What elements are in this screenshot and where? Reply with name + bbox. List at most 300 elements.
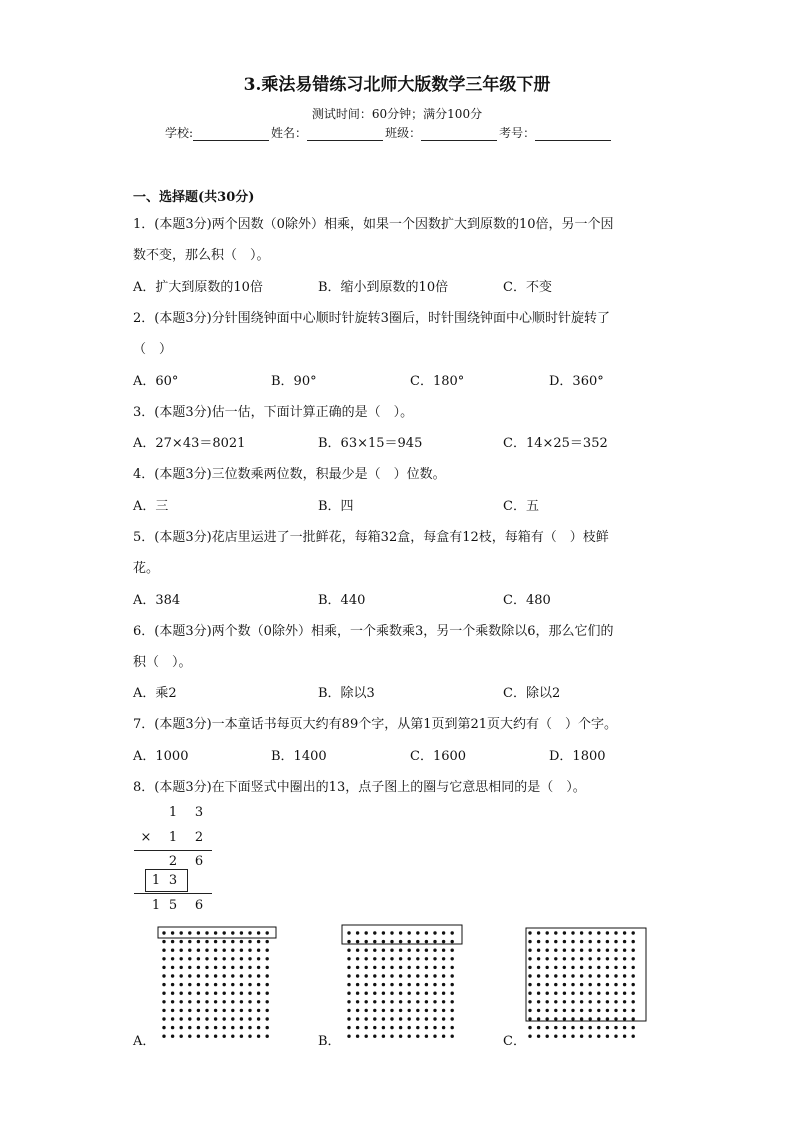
q2-option-c[interactable]: C．180° bbox=[410, 374, 465, 389]
dot bbox=[188, 1009, 191, 1012]
dot bbox=[266, 992, 269, 995]
dot bbox=[433, 1009, 436, 1012]
dot bbox=[597, 992, 600, 995]
dot bbox=[546, 974, 549, 977]
q2-option-d[interactable]: D．360° bbox=[549, 374, 604, 389]
dot bbox=[373, 1017, 376, 1020]
dot bbox=[632, 966, 635, 969]
question-5-line1: 5．(本题3分)花店里运进了一批鲜花，每箱32盒，每盒有12枝，每箱有（ ）枝鲜 bbox=[133, 530, 609, 545]
dot bbox=[433, 1000, 436, 1003]
q5-option-b[interactable]: B．440 bbox=[318, 593, 366, 608]
dot bbox=[425, 931, 428, 934]
dot bbox=[382, 974, 385, 977]
dot bbox=[162, 940, 165, 943]
dot bbox=[416, 974, 419, 977]
school-label: 学校: bbox=[165, 126, 194, 140]
q1-option-a[interactable]: A．扩大到原数的10倍 bbox=[133, 280, 263, 295]
dot bbox=[356, 992, 359, 995]
q7-option-a[interactable]: A．1000 bbox=[133, 749, 189, 764]
dot bbox=[589, 966, 592, 969]
dot bbox=[425, 983, 428, 986]
dot bbox=[373, 983, 376, 986]
dot bbox=[347, 957, 350, 960]
dot bbox=[563, 940, 566, 943]
dot bbox=[589, 983, 592, 986]
dot bbox=[546, 992, 549, 995]
dot bbox=[266, 1000, 269, 1003]
dot bbox=[373, 1000, 376, 1003]
dot bbox=[223, 992, 226, 995]
dot bbox=[240, 983, 243, 986]
dot bbox=[614, 992, 617, 995]
dot bbox=[162, 931, 165, 934]
dot bbox=[632, 957, 635, 960]
dot bbox=[546, 1009, 549, 1012]
dot bbox=[623, 1035, 626, 1038]
dot bbox=[408, 1035, 411, 1038]
dot bbox=[563, 949, 566, 952]
dot bbox=[528, 1009, 531, 1012]
dot bbox=[425, 1017, 428, 1020]
dot bbox=[180, 931, 183, 934]
dot bbox=[632, 940, 635, 943]
dot bbox=[597, 931, 600, 934]
dot bbox=[180, 974, 183, 977]
dot bbox=[197, 1009, 200, 1012]
dot bbox=[382, 1009, 385, 1012]
dot bbox=[537, 940, 540, 943]
dot bbox=[347, 940, 350, 943]
dot bbox=[451, 949, 454, 952]
dot bbox=[614, 957, 617, 960]
dot bbox=[240, 957, 243, 960]
dot bbox=[180, 966, 183, 969]
dot bbox=[231, 966, 234, 969]
dot bbox=[382, 940, 385, 943]
dot bbox=[537, 1035, 540, 1038]
q4-option-c[interactable]: C．五 bbox=[503, 499, 539, 514]
dot bbox=[546, 931, 549, 934]
dot bbox=[425, 1026, 428, 1029]
dot bbox=[171, 940, 174, 943]
dot bbox=[257, 974, 260, 977]
dot bbox=[188, 949, 191, 952]
dot bbox=[382, 1035, 385, 1038]
highlight-circle bbox=[526, 928, 646, 1021]
dot bbox=[382, 1017, 385, 1020]
dot bbox=[416, 1017, 419, 1020]
dot bbox=[223, 966, 226, 969]
dot bbox=[188, 931, 191, 934]
dot bbox=[214, 983, 217, 986]
dot bbox=[231, 992, 234, 995]
dot bbox=[589, 949, 592, 952]
dot bbox=[205, 940, 208, 943]
dot bbox=[451, 1009, 454, 1012]
dot bbox=[451, 966, 454, 969]
dot bbox=[425, 974, 428, 977]
dot bbox=[451, 1017, 454, 1020]
dot bbox=[205, 983, 208, 986]
dot bbox=[214, 974, 217, 977]
dot bbox=[528, 966, 531, 969]
dot bbox=[347, 1035, 350, 1038]
dot bbox=[554, 931, 557, 934]
dot bbox=[205, 1000, 208, 1003]
dot bbox=[162, 1017, 165, 1020]
dot bbox=[390, 983, 393, 986]
dot bbox=[442, 1017, 445, 1020]
dot bbox=[257, 966, 260, 969]
dot bbox=[382, 992, 385, 995]
dot bbox=[231, 1017, 234, 1020]
dot bbox=[433, 949, 436, 952]
dot bbox=[425, 1009, 428, 1012]
dot bbox=[240, 1017, 243, 1020]
dot bbox=[632, 1026, 635, 1029]
q6-option-a[interactable]: A．乘2 bbox=[133, 686, 177, 701]
dot bbox=[589, 931, 592, 934]
digit: 2 bbox=[194, 830, 204, 845]
school-blank[interactable] bbox=[193, 128, 269, 141]
dot bbox=[382, 966, 385, 969]
dot bbox=[205, 931, 208, 934]
dot bbox=[537, 931, 540, 934]
dot bbox=[188, 974, 191, 977]
q7-option-b[interactable]: B．1400 bbox=[271, 749, 327, 764]
dot bbox=[614, 983, 617, 986]
name-blank[interactable] bbox=[307, 128, 383, 141]
dot bbox=[347, 966, 350, 969]
digit: 3 bbox=[168, 873, 178, 888]
dot bbox=[528, 1017, 531, 1020]
dot bbox=[554, 949, 557, 952]
dot bbox=[214, 957, 217, 960]
q7-option-d[interactable]: D．1800 bbox=[549, 749, 606, 764]
question-6-line2: 积（ ）。 bbox=[133, 655, 192, 670]
dot bbox=[632, 949, 635, 952]
dot bbox=[390, 931, 393, 934]
dot bbox=[365, 1017, 368, 1020]
dot bbox=[416, 966, 419, 969]
dot bbox=[171, 1000, 174, 1003]
dot bbox=[425, 949, 428, 952]
dot bbox=[416, 983, 419, 986]
dot bbox=[614, 1035, 617, 1038]
digit: 1 bbox=[151, 873, 161, 888]
dot bbox=[632, 1009, 635, 1012]
dot bbox=[632, 1035, 635, 1038]
dot bbox=[408, 992, 411, 995]
dot bbox=[623, 1000, 626, 1003]
dot bbox=[442, 940, 445, 943]
dot bbox=[399, 931, 402, 934]
question-3-line1: 3．(本题3分)估一估，下面计算正确的是（ ）。 bbox=[133, 405, 414, 420]
dot bbox=[408, 983, 411, 986]
dot bbox=[433, 940, 436, 943]
dot bbox=[231, 983, 234, 986]
dot bbox=[356, 1000, 359, 1003]
dot bbox=[589, 1009, 592, 1012]
dot bbox=[623, 1009, 626, 1012]
dot bbox=[390, 1017, 393, 1020]
dot bbox=[365, 992, 368, 995]
dot bbox=[373, 966, 376, 969]
dot bbox=[240, 1000, 243, 1003]
digit: 1 bbox=[151, 898, 161, 913]
dot bbox=[188, 992, 191, 995]
question-6-line1: 6．(本题3分)两个数（0除外）相乘，一个乘数乘3，另一个乘数除以6，那么它们的 bbox=[133, 624, 614, 639]
dot bbox=[240, 992, 243, 995]
dot bbox=[632, 974, 635, 977]
dot bbox=[442, 974, 445, 977]
question-2-line2: （ ） bbox=[133, 342, 173, 357]
dot bbox=[408, 974, 411, 977]
dot bbox=[240, 931, 243, 934]
dot bbox=[248, 974, 251, 977]
dot bbox=[589, 974, 592, 977]
dot bbox=[614, 1009, 617, 1012]
dot bbox=[408, 940, 411, 943]
dot bbox=[606, 974, 609, 977]
dot bbox=[606, 1000, 609, 1003]
dot bbox=[425, 992, 428, 995]
dot bbox=[171, 949, 174, 952]
dot bbox=[257, 1035, 260, 1038]
dot bbox=[257, 1000, 260, 1003]
dot bbox=[425, 940, 428, 943]
dot bbox=[257, 949, 260, 952]
dot bbox=[399, 992, 402, 995]
dot bbox=[597, 1026, 600, 1029]
dot bbox=[266, 1009, 269, 1012]
dot bbox=[197, 1017, 200, 1020]
q8-option-b[interactable]: B． bbox=[318, 1034, 341, 1049]
dot bbox=[188, 1017, 191, 1020]
dot bbox=[257, 940, 260, 943]
q4-option-b[interactable]: B．四 bbox=[318, 499, 354, 514]
dot bbox=[197, 931, 200, 934]
dot bbox=[197, 1035, 200, 1038]
dot bbox=[365, 1000, 368, 1003]
name-label: 姓名： bbox=[271, 126, 308, 140]
dot bbox=[416, 1009, 419, 1012]
q6-option-c[interactable]: C．除以2 bbox=[503, 686, 561, 701]
q5-option-c[interactable]: C．480 bbox=[503, 593, 551, 608]
dot bbox=[416, 931, 419, 934]
dot bbox=[248, 940, 251, 943]
q2-option-a[interactable]: A．60° bbox=[133, 374, 179, 389]
dot bbox=[563, 1017, 566, 1020]
q1-option-c[interactable]: C．不变 bbox=[503, 280, 552, 295]
dot bbox=[546, 940, 549, 943]
dot bbox=[433, 931, 436, 934]
question-1-line2: 数不变，那么积（ ）。 bbox=[133, 248, 270, 263]
dot bbox=[554, 1026, 557, 1029]
dot bbox=[537, 1000, 540, 1003]
q3-option-a[interactable]: A．27×43＝8021 bbox=[133, 436, 246, 451]
dot bbox=[390, 992, 393, 995]
q1-option-b[interactable]: B．缩小到原数的10倍 bbox=[318, 280, 449, 295]
dot bbox=[571, 1026, 574, 1029]
dot bbox=[451, 974, 454, 977]
dot bbox=[266, 957, 269, 960]
dot bbox=[451, 983, 454, 986]
dot bbox=[399, 1009, 402, 1012]
digit: 6 bbox=[194, 854, 204, 869]
dot bbox=[205, 1026, 208, 1029]
dot bbox=[231, 1035, 234, 1038]
dot bbox=[223, 1026, 226, 1029]
dot bbox=[537, 1017, 540, 1020]
dot bbox=[188, 983, 191, 986]
dot bbox=[528, 1026, 531, 1029]
dot bbox=[537, 1026, 540, 1029]
dot bbox=[231, 931, 234, 934]
dot bbox=[390, 1035, 393, 1038]
dot bbox=[347, 949, 350, 952]
dot bbox=[606, 957, 609, 960]
dot bbox=[365, 949, 368, 952]
class-blank[interactable] bbox=[421, 128, 497, 141]
digit: 2 bbox=[168, 854, 178, 869]
dot bbox=[580, 1017, 583, 1020]
dot bbox=[425, 1000, 428, 1003]
dot bbox=[390, 1009, 393, 1012]
dot bbox=[433, 957, 436, 960]
dot bbox=[373, 1035, 376, 1038]
dot bbox=[408, 931, 411, 934]
dot bbox=[614, 949, 617, 952]
q4-option-a[interactable]: A．三 bbox=[133, 499, 169, 514]
dot bbox=[214, 940, 217, 943]
dot bbox=[623, 983, 626, 986]
dot bbox=[408, 1026, 411, 1029]
dot bbox=[373, 974, 376, 977]
dot bbox=[180, 1035, 183, 1038]
dot bbox=[162, 974, 165, 977]
q8-option-c[interactable]: C． bbox=[503, 1034, 526, 1049]
dot bbox=[197, 1026, 200, 1029]
dot bbox=[451, 1035, 454, 1038]
dot bbox=[223, 974, 226, 977]
dot bbox=[632, 992, 635, 995]
dot bbox=[356, 949, 359, 952]
dot bbox=[188, 957, 191, 960]
dot bbox=[408, 966, 411, 969]
dot bbox=[240, 1009, 243, 1012]
q2-option-b[interactable]: B．90° bbox=[271, 374, 317, 389]
dot bbox=[606, 931, 609, 934]
number-blank[interactable] bbox=[535, 128, 611, 141]
dot bbox=[399, 983, 402, 986]
dot bbox=[390, 1026, 393, 1029]
dot bbox=[162, 966, 165, 969]
dot bbox=[266, 1017, 269, 1020]
dot bbox=[571, 931, 574, 934]
q3-option-c[interactable]: C．14×25＝352 bbox=[503, 436, 608, 451]
student-info-line bbox=[165, 124, 613, 141]
dot bbox=[589, 1035, 592, 1038]
dot bbox=[188, 1026, 191, 1029]
dot bbox=[571, 983, 574, 986]
dot bbox=[257, 931, 260, 934]
dot bbox=[623, 992, 626, 995]
dot bbox=[546, 957, 549, 960]
dot bbox=[356, 1009, 359, 1012]
dot bbox=[597, 1000, 600, 1003]
dot bbox=[356, 1035, 359, 1038]
dot bbox=[365, 1035, 368, 1038]
dot bbox=[442, 931, 445, 934]
dot bbox=[563, 1026, 566, 1029]
q8-option-a[interactable]: A． bbox=[133, 1034, 156, 1049]
dot bbox=[528, 949, 531, 952]
dot bbox=[382, 949, 385, 952]
digit: 5 bbox=[168, 898, 178, 913]
dot bbox=[623, 1026, 626, 1029]
dot bbox=[614, 1026, 617, 1029]
dot bbox=[231, 957, 234, 960]
dot bbox=[382, 983, 385, 986]
q5-option-a[interactable]: A．384 bbox=[133, 593, 181, 608]
dot bbox=[589, 992, 592, 995]
dot bbox=[197, 983, 200, 986]
dot bbox=[266, 1035, 269, 1038]
dot bbox=[597, 966, 600, 969]
dot bbox=[171, 1026, 174, 1029]
question-2-line1: 2．(本题3分)分针围绕钟面中心顺时针旋转3圈后，时针围绕钟面中心顺时针旋转了 bbox=[133, 311, 610, 326]
dot bbox=[537, 966, 540, 969]
dot bbox=[390, 940, 393, 943]
dot bbox=[451, 931, 454, 934]
dot bbox=[416, 992, 419, 995]
dot bbox=[554, 992, 557, 995]
dot bbox=[442, 949, 445, 952]
dot bbox=[231, 949, 234, 952]
dot bbox=[197, 949, 200, 952]
q6-option-b[interactable]: B．除以3 bbox=[318, 686, 375, 701]
q3-option-b[interactable]: B．63×15＝945 bbox=[318, 436, 423, 451]
dot bbox=[580, 992, 583, 995]
dot bbox=[188, 940, 191, 943]
dot bbox=[214, 1009, 217, 1012]
dot bbox=[223, 957, 226, 960]
dot bbox=[451, 992, 454, 995]
dot bbox=[589, 1017, 592, 1020]
dot bbox=[580, 1026, 583, 1029]
dot bbox=[554, 1009, 557, 1012]
dot bbox=[248, 1017, 251, 1020]
dot bbox=[528, 992, 531, 995]
dot bbox=[347, 931, 350, 934]
dot bbox=[171, 974, 174, 977]
dot bbox=[214, 992, 217, 995]
dot bbox=[597, 1035, 600, 1038]
test-info: 测试时间：60分钟；满分100分 bbox=[311, 107, 483, 121]
dot bbox=[451, 957, 454, 960]
dot bbox=[390, 957, 393, 960]
dot bbox=[433, 1017, 436, 1020]
dot bbox=[214, 1000, 217, 1003]
q7-option-c[interactable]: C．1600 bbox=[410, 749, 467, 764]
dot bbox=[162, 1026, 165, 1029]
dot bbox=[554, 983, 557, 986]
dot bbox=[223, 1000, 226, 1003]
dot bbox=[528, 931, 531, 934]
dot bbox=[433, 992, 436, 995]
dot-grid-b bbox=[335, 922, 475, 1042]
